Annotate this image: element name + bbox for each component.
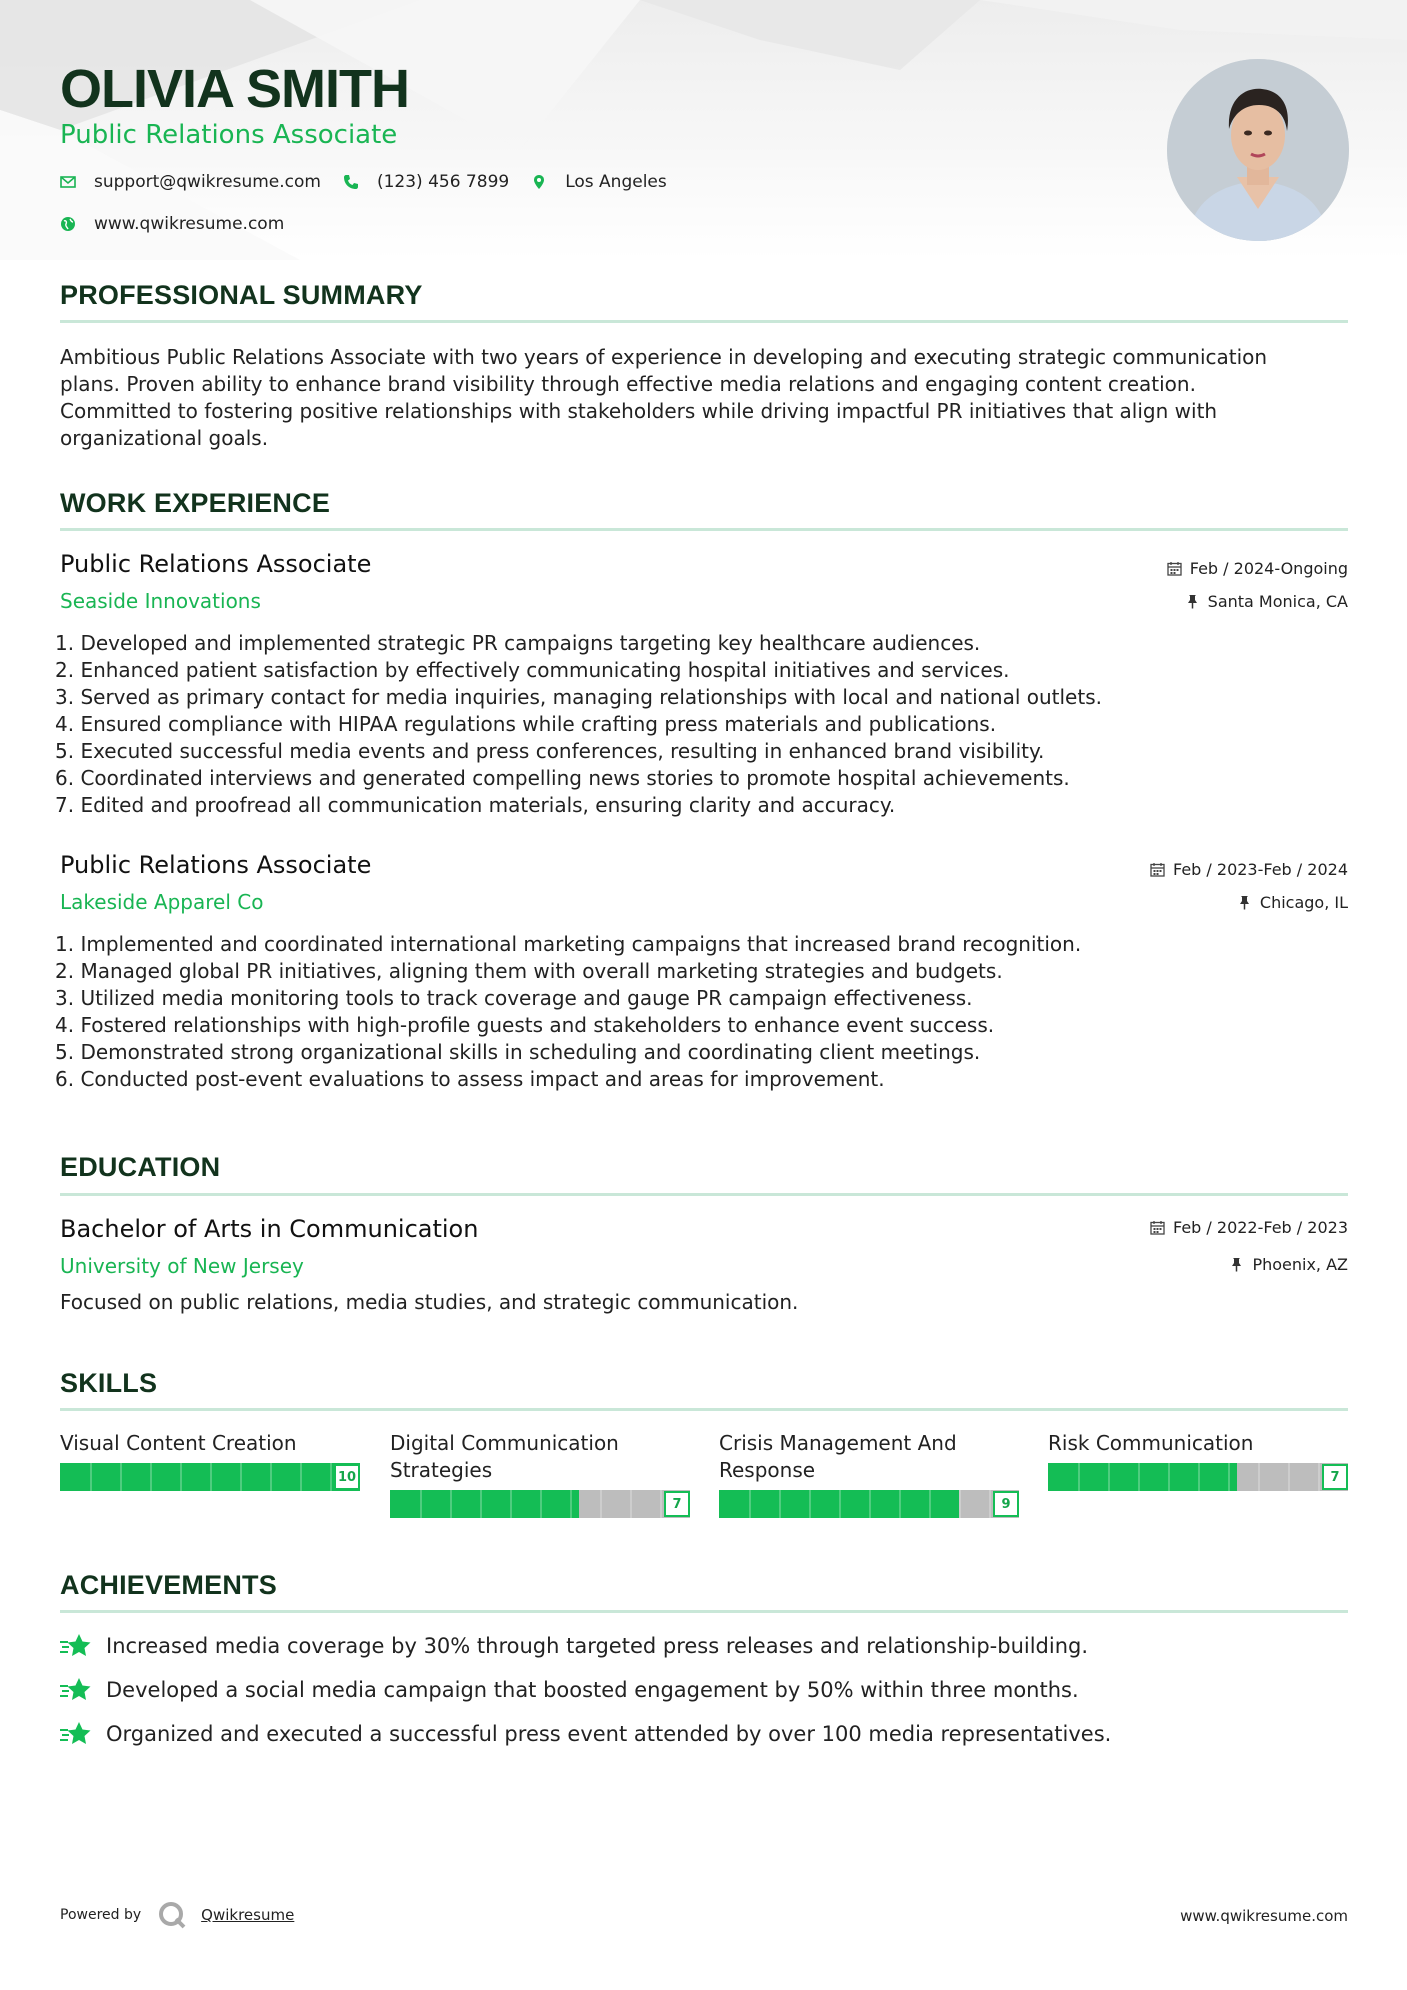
- skill-bar-segment: [150, 1463, 152, 1491]
- list-item: 1. Developed and implemented strategic PR campaigns targeting key healthcare audiences.: [55, 631, 981, 655]
- skill-bar: [390, 1490, 690, 1518]
- skill-bar-segment: [1108, 1463, 1110, 1491]
- footer-website[interactable]: www.qwikresume.com: [1180, 1907, 1348, 1925]
- summary-text: [60, 344, 1350, 452]
- achievement-item: [60, 1632, 1088, 1660]
- list-item: 5. Demonstrated strong organizational skills in scheduling and coordinating client meetings.: [55, 1040, 981, 1064]
- contact-location: [531, 172, 667, 192]
- contact-email[interactable]: [60, 172, 321, 192]
- list-item: 3. Utilized media monitoring tools to track coverage and gauge PR campaign effectiveness.: [55, 986, 973, 1010]
- powered-by-label: Powered by: [60, 1907, 142, 1923]
- skill-bar: [60, 1463, 360, 1491]
- skill-bar-segment: [1258, 1463, 1260, 1491]
- skill-bar-segment: [300, 1463, 302, 1491]
- skill-bar: [1048, 1463, 1348, 1491]
- job-bullets: [55, 630, 1345, 819]
- skill-name: Visual Content Creation: [60, 1431, 297, 1455]
- calendar-icon: [1150, 862, 1165, 877]
- skill-bar-fill: [390, 1490, 579, 1518]
- degree-title: Bachelor of Arts in Communication: [60, 1215, 479, 1243]
- skill-bar-segment: [959, 1490, 961, 1518]
- section-title-achievements: ACHIEVEMENTS: [60, 1570, 277, 1600]
- skill-bar-segment: [749, 1490, 751, 1518]
- skill-bar-segment: [660, 1490, 662, 1518]
- skill-score: 9: [993, 1491, 1019, 1517]
- job-title: Public Relations Associate: [60, 550, 372, 578]
- skill-bar-segment: [779, 1490, 781, 1518]
- summary-line: Ambitious Public Relations Associate with two years of experience in developing and executing strategic communication: [60, 345, 1268, 369]
- skill-bar-segment: [869, 1490, 871, 1518]
- list-item: 2. Enhanced patient satisfaction by effectively communicating hospital initiatives and services.: [55, 658, 1010, 682]
- pushpin-icon: [1185, 594, 1200, 609]
- list-item: 7. Edited and proofread all communication materials, ensuring clarity and accuracy.: [55, 793, 896, 817]
- dates-text: Feb / 2022-Feb / 2023: [1173, 1218, 1348, 1237]
- dates-text: Feb / 2024-Ongoing: [1189, 559, 1348, 578]
- pushpin-icon: [1229, 1257, 1244, 1272]
- skill-bar: [719, 1490, 1019, 1518]
- skill-score: 7: [664, 1491, 690, 1517]
- skill-item: [390, 1430, 690, 1518]
- location-text: Phoenix, AZ: [1252, 1255, 1348, 1274]
- list-item: 3. Served as primary contact for media inquiries, managing relationships with local and national outlets.: [55, 685, 1102, 709]
- skill-item: [1048, 1430, 1348, 1491]
- brand-link[interactable]: Qwikresume: [201, 1906, 295, 1924]
- achievement-text: Increased media coverage by 30% through targeted press releases and relationship-building.: [106, 1634, 1089, 1658]
- list-item: 5. Executed successful media events and press conferences, resulting in enhanced brand visibility.: [55, 739, 1045, 763]
- skill-item: [719, 1430, 1019, 1518]
- map-pin-icon: [531, 174, 547, 190]
- skill-bar-segment: [270, 1463, 272, 1491]
- star-icon: [60, 1676, 92, 1704]
- qwikresume-logo-icon: [157, 1900, 187, 1930]
- achievement-item: [60, 1720, 1111, 1748]
- contact-row: [60, 172, 689, 192]
- skill-bar-segment: [1288, 1463, 1290, 1491]
- section-divider: [60, 1193, 1348, 1196]
- job-dates: [1150, 860, 1348, 879]
- skill-bar-segment: [600, 1490, 602, 1518]
- skill-bar-segment: [90, 1463, 92, 1491]
- job-location: [1237, 893, 1348, 912]
- summary-line: plans. Proven ability to enhance brand visibility through effective media relations and engaging content creation.: [60, 372, 1196, 396]
- pushpin-icon: [1237, 895, 1252, 910]
- company-name: Lakeside Apparel Co: [60, 890, 264, 914]
- location-text: Chicago, IL: [1259, 893, 1348, 912]
- section-title-education: EDUCATION: [60, 1152, 221, 1182]
- website-text: www.qwikresume.com: [94, 214, 285, 234]
- skill-score: 7: [1322, 1464, 1348, 1490]
- skill-bar-segment: [1318, 1463, 1320, 1491]
- list-item: 4. Fostered relationships with high-profile guests and stakeholders to enhance event success.: [55, 1013, 995, 1037]
- location-text: Los Angeles: [565, 172, 667, 192]
- skill-bar-fill: [1048, 1463, 1237, 1491]
- skill-bar-segment: [420, 1490, 422, 1518]
- skill-name: Risk Communication: [1048, 1431, 1254, 1455]
- company-name: Seaside Innovations: [60, 589, 261, 613]
- contact-row-website: [60, 214, 306, 234]
- skill-bar-segment: [180, 1463, 182, 1491]
- education-description: Focused on public relations, media studies, and strategic communication.: [60, 1290, 799, 1314]
- skill-bar-segment: [929, 1490, 931, 1518]
- skill-bar-segment: [570, 1490, 572, 1518]
- profile-photo: [1167, 59, 1349, 241]
- section-title-experience: WORK EXPERIENCE: [60, 488, 331, 518]
- achievement-item: [60, 1676, 1079, 1704]
- skill-bar-segment: [1168, 1463, 1170, 1491]
- education-dates: [1150, 1218, 1348, 1237]
- star-icon: [60, 1632, 92, 1660]
- skill-bar-segment: [540, 1490, 542, 1518]
- list-item: 1. Implemented and coordinated international marketing campaigns that increased brand recognition.: [55, 932, 1082, 956]
- location-text: Santa Monica, CA: [1207, 592, 1348, 611]
- section-divider: [60, 528, 1348, 531]
- calendar-icon: [1167, 561, 1182, 576]
- job-title: Public Relations Associate: [60, 851, 372, 879]
- skill-bar-segment: [210, 1463, 212, 1491]
- list-item: 2. Managed global PR initiatives, aligning them with overall marketing strategies and budgets.: [55, 959, 1003, 983]
- summary-line: organizational goals.: [60, 426, 269, 450]
- skill-bar-segment: [989, 1490, 991, 1518]
- skill-item: [60, 1430, 360, 1491]
- list-item: 6. Coordinated interviews and generated compelling news stories to promote hospital achievements.: [55, 766, 1070, 790]
- phone-text: (123) 456 7899: [376, 172, 510, 192]
- achievement-text: Developed a social media campaign that boosted engagement by 50% within three months.: [106, 1678, 1079, 1702]
- skill-bar-segment: [899, 1490, 901, 1518]
- skill-bar-segment: [480, 1490, 482, 1518]
- skill-bar-segment: [330, 1463, 332, 1491]
- skill-bar-segment: [839, 1490, 841, 1518]
- section-title-skills: SKILLS: [60, 1368, 158, 1398]
- list-item: 6. Conducted post-event evaluations to assess impact and areas for improvement.: [55, 1067, 885, 1091]
- summary-line: Committed to fostering positive relationships with stakeholders while driving impactful PR initiatives that align with: [60, 399, 1218, 423]
- star-icon: [60, 1720, 92, 1748]
- skill-name: Digital Communication Strategies: [390, 1431, 619, 1482]
- contact-website[interactable]: [60, 214, 284, 234]
- achievement-text: Organized and executed a successful press event attended by over 100 media representatives.: [106, 1722, 1112, 1746]
- candidate-name: OLIVIA SMITH: [60, 59, 409, 119]
- envelope-icon: [60, 174, 76, 190]
- job-bullets: [55, 931, 1345, 1093]
- calendar-icon: [1150, 1220, 1165, 1235]
- skill-bar-segment: [240, 1463, 242, 1491]
- phone-icon: [343, 174, 359, 190]
- section-title-summary: PROFESSIONAL SUMMARY: [60, 280, 423, 310]
- skill-bar-segment: [1228, 1463, 1230, 1491]
- dates-text: Feb / 2023-Feb / 2024: [1173, 860, 1348, 879]
- skill-bar-segment: [450, 1490, 452, 1518]
- section-divider: [60, 1610, 1348, 1613]
- candidate-role: Public Relations Associate: [60, 120, 398, 150]
- skill-bar-segment: [510, 1490, 512, 1518]
- skill-score: 10: [334, 1464, 360, 1490]
- contact-phone[interactable]: [343, 172, 509, 192]
- section-divider: [60, 1408, 1348, 1411]
- section-divider: [60, 320, 1348, 323]
- education-location: [1229, 1255, 1348, 1274]
- skill-bar-segment: [809, 1490, 811, 1518]
- school-name: University of New Jersey: [60, 1254, 304, 1278]
- skill-bar-segment: [1138, 1463, 1140, 1491]
- email-text: support@qwikresume.com: [94, 172, 321, 192]
- list-item: 4. Ensured compliance with HIPAA regulations while crafting press materials and publications.: [55, 712, 997, 736]
- skill-bar-segment: [1198, 1463, 1200, 1491]
- skill-name: Crisis Management And Response: [719, 1431, 957, 1482]
- footer-powered-by: [60, 1900, 294, 1930]
- skill-bar-segment: [630, 1490, 632, 1518]
- job-dates: [1167, 559, 1348, 578]
- skill-bar-segment: [120, 1463, 122, 1491]
- skill-bar-segment: [1078, 1463, 1080, 1491]
- globe-icon: [60, 216, 76, 232]
- job-location: [1185, 592, 1348, 611]
